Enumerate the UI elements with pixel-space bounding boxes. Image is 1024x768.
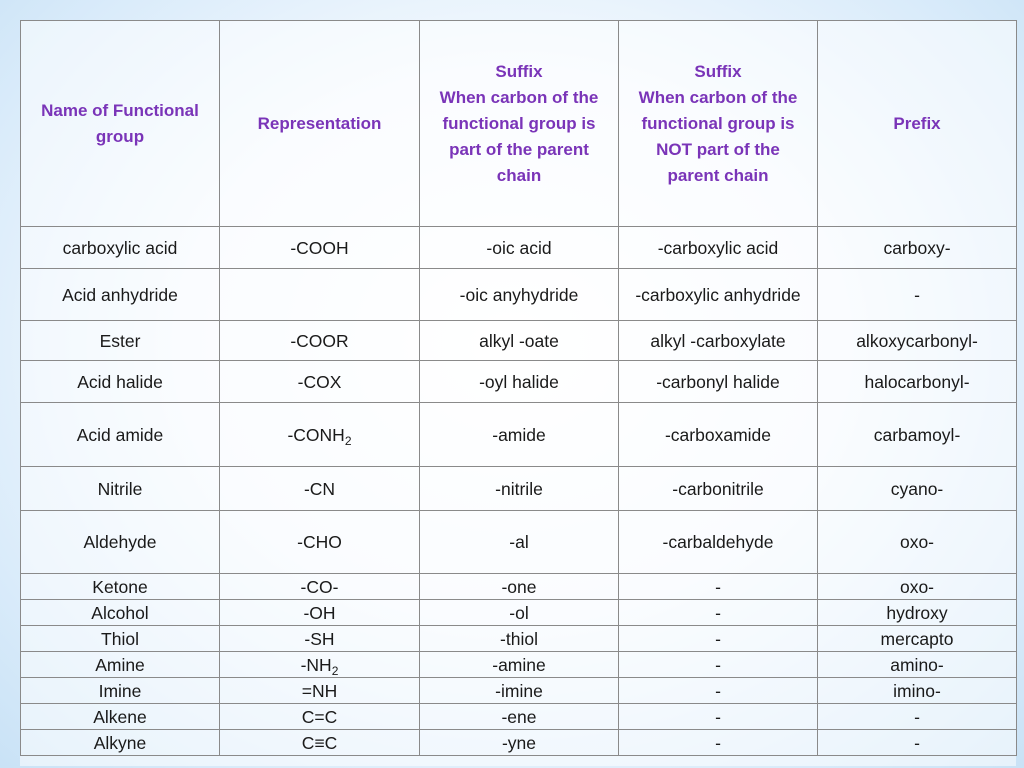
cell-representation	[220, 403, 420, 467]
cell-suffix-not-part: alkyl -carboxylate	[619, 321, 818, 361]
table-row	[21, 269, 1017, 321]
cell-name: Acid halide	[21, 361, 220, 403]
cell-name: Alkene	[21, 704, 220, 730]
table-row	[21, 511, 1017, 574]
cell-prefix: alkoxycarbonyl-	[818, 321, 1017, 361]
cell-prefix: hydroxy	[818, 600, 1017, 626]
cell-representation: -CN	[220, 467, 420, 511]
cell-prefix: -	[818, 730, 1017, 756]
header-suffix-part: Suffix When carbon of the functional group is part of the parent chain	[420, 21, 619, 227]
formula-text: -CONH	[287, 424, 345, 445]
cell-representation: -COOH	[220, 227, 420, 269]
cell-name: carboxylic acid	[21, 227, 220, 269]
cell-suffix-part: -amine	[420, 652, 619, 678]
cell-name: Aldehyde	[21, 511, 220, 574]
table-row	[21, 730, 1017, 756]
cell-representation: -COOR	[220, 321, 420, 361]
cell-suffix-not-part: -carboxylic anhydride	[619, 269, 818, 321]
cell-prefix: amino-	[818, 652, 1017, 678]
formula-subscript: 2	[331, 663, 339, 678]
cell-prefix: oxo-	[818, 511, 1017, 574]
cell-name: Alkyne	[21, 730, 220, 756]
table-row	[21, 227, 1017, 269]
cell-representation: C=C	[220, 704, 420, 730]
cell-representation: -SH	[220, 626, 420, 652]
cell-suffix-part: -amide	[420, 403, 619, 467]
cell-name: Thiol	[21, 626, 220, 652]
cell-suffix-part: -al	[420, 511, 619, 574]
cell-prefix: mercapto	[818, 626, 1017, 652]
cell-suffix-part: -oyl halide	[420, 361, 619, 403]
cell-representation	[220, 652, 420, 678]
table-row	[21, 704, 1017, 730]
table-row	[21, 361, 1017, 403]
cell-suffix-part: -yne	[420, 730, 619, 756]
cell-name: Amine	[21, 652, 220, 678]
cell-suffix-part: alkyl -oate	[420, 321, 619, 361]
header-suffix-not-part: Suffix When carbon of the functional group is NOT part of the parent chain	[619, 21, 818, 227]
cell-suffix-not-part: -	[619, 652, 818, 678]
cell-suffix-not-part: -carbaldehyde	[619, 511, 818, 574]
table-row	[21, 574, 1017, 600]
header-name: Name of Functional group	[21, 21, 220, 227]
cell-representation: -CO-	[220, 574, 420, 600]
cell-suffix-not-part: -	[619, 574, 818, 600]
formula-subscript: 2	[344, 433, 352, 448]
cell-suffix-part: -imine	[420, 678, 619, 704]
cell-prefix: imino-	[818, 678, 1017, 704]
cell-representation: -CHO	[220, 511, 420, 574]
cell-representation: C≡C	[220, 730, 420, 756]
cell-suffix-not-part: -carboxylic acid	[619, 227, 818, 269]
header-prefix: Prefix	[818, 21, 1017, 227]
table-row	[21, 626, 1017, 652]
cell-suffix-part: -thiol	[420, 626, 619, 652]
table-row	[21, 321, 1017, 361]
cell-suffix-not-part: -	[619, 730, 818, 756]
table-header-row	[21, 21, 1017, 227]
cell-suffix-not-part: -carbonyl halide	[619, 361, 818, 403]
header-representation: Representation	[220, 21, 420, 227]
cell-suffix-not-part: -	[619, 626, 818, 652]
cell-representation: -OH	[220, 600, 420, 626]
cell-suffix-part: -nitrile	[420, 467, 619, 511]
cell-representation: =NH	[220, 678, 420, 704]
cell-suffix-not-part: -carbonitrile	[619, 467, 818, 511]
cell-prefix: -	[818, 269, 1017, 321]
cell-suffix-part: -oic acid	[420, 227, 619, 269]
table-row	[21, 467, 1017, 511]
cell-suffix-not-part: -carboxamide	[619, 403, 818, 467]
table-row	[21, 600, 1017, 626]
cell-representation	[220, 269, 420, 321]
cell-prefix: oxo-	[818, 574, 1017, 600]
cell-name: Alcohol	[21, 600, 220, 626]
cell-suffix-not-part: -	[619, 600, 818, 626]
cell-name: Nitrile	[21, 467, 220, 511]
cell-name: Acid amide	[21, 403, 220, 467]
cell-suffix-part: -one	[420, 574, 619, 600]
table-row	[21, 403, 1017, 467]
cell-prefix: halocarbonyl-	[818, 361, 1017, 403]
cell-suffix-not-part: -	[619, 678, 818, 704]
cell-representation: -COX	[220, 361, 420, 403]
cell-name: Ester	[21, 321, 220, 361]
table-row	[21, 678, 1017, 704]
cell-suffix-not-part: -	[619, 704, 818, 730]
cell-name: Acid anhydride	[21, 269, 220, 321]
cell-prefix: cyano-	[818, 467, 1017, 511]
cell-prefix: carbamoyl-	[818, 403, 1017, 467]
cell-name: Imine	[21, 678, 220, 704]
cell-suffix-part: -ol	[420, 600, 619, 626]
table-row	[21, 652, 1017, 678]
cell-prefix: carboxy-	[818, 227, 1017, 269]
formula-text: -NH	[300, 654, 332, 675]
cell-suffix-part: -oic anyhydride	[420, 269, 619, 321]
functional-group-table	[20, 20, 1017, 756]
cell-name: Ketone	[21, 574, 220, 600]
cell-prefix: -	[818, 704, 1017, 730]
cell-suffix-part: -ene	[420, 704, 619, 730]
